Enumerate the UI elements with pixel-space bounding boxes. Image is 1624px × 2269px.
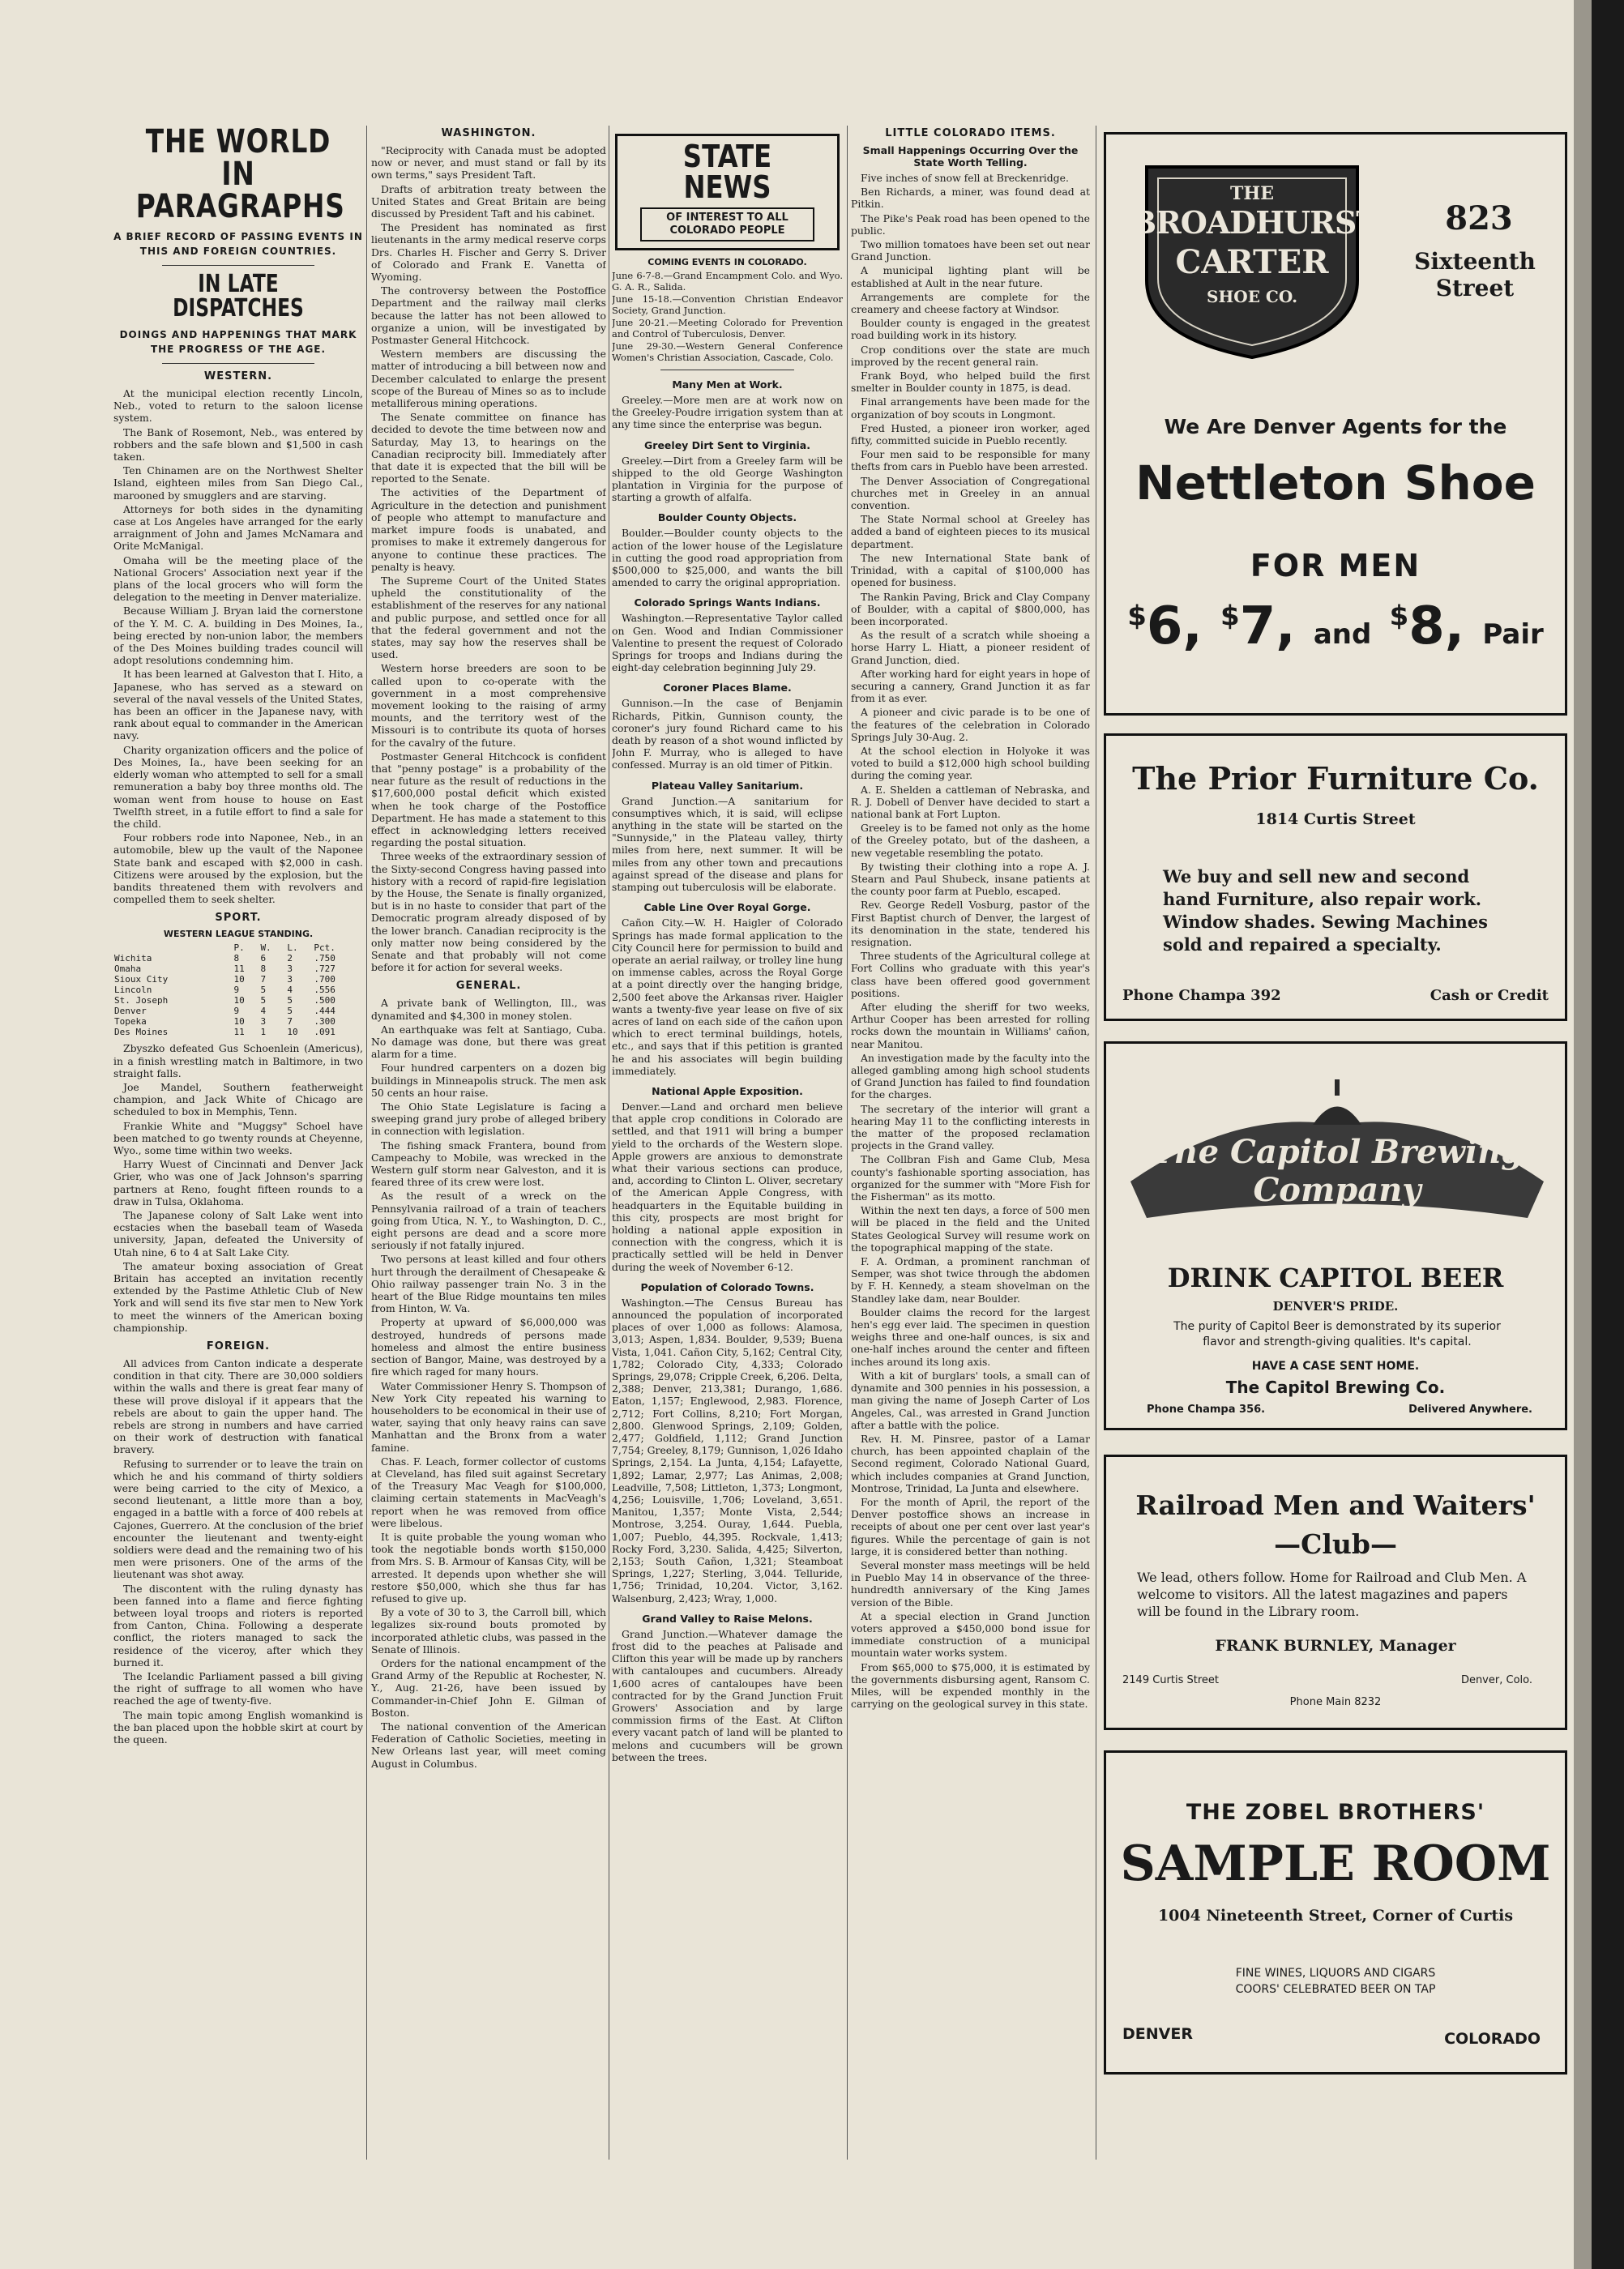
story-text: Greeley.—Dirt from a Greeley farm will be shipped to the old George Washington plantation in Virginia for the purpose of starting a growth of alfalfa. <box>612 454 843 504</box>
address-street: Sixteenth Street <box>1414 248 1536 301</box>
news-item: Water Commissioner Henry S. Thompson of New York City repeated his warning to householders to be economical in their use of water, saying that only heavy rains can save Manhattan and the Bronx from a water famine. <box>371 1379 606 1454</box>
divider <box>162 363 314 364</box>
column-washington <box>371 126 606 2168</box>
news-item: Crop conditions over the state are much improved by the recent general rain. <box>851 343 1090 368</box>
zobel-line2: COORS' CELEBRATED BEER ON TAP <box>1235 1983 1436 1996</box>
news-item: Two million tomatoes have been set out near Grand Junction. <box>851 238 1090 263</box>
news-item: Because William J. Bryan laid the cornerstone of the Y. M. C. A. building in Des Moines, Ia., being erected by non-union labor, the members of the Des Moines building trades council will adopt resolutions condemning him. <box>113 605 363 667</box>
news-item: The Rankin Paving, Brick and Clay Company of Boulder, with a capital of $800,000, has been incorporated. <box>851 590 1090 627</box>
rail-phone: Phone Main 8232 <box>1289 1696 1382 1708</box>
rail-body: We lead, others follow. Home for Railroad and Club Men. A welcome to visitors. All the latest magazines and papers will be found in the Library room. <box>1137 1570 1527 1619</box>
ad-prior-furniture <box>1104 733 1567 1021</box>
dollar-sign: $ <box>1389 600 1409 633</box>
table-row: Lincoln 9 5 4 .556 <box>114 985 335 996</box>
section-general: GENERAL. <box>455 980 522 993</box>
story-text: Cañon City.—W. H. Haigler of Colorado Springs has made formal application to the City Council here for permission to build and operate an aerial railway, or trolley line hung on immense cables, across the Royal Gorge at a point directly over the hanging bridge, 2,500 feet above the Arkansas river. Haigler wants a twenty-five year lease on five of six acres of land on each side of the cañon upon which to erect terminal buildings, hotels, etc., and says that if this petition is granted he and his associates will begin building immediately. <box>612 917 843 1077</box>
table-row: Topeka 10 3 7 .300 <box>114 1016 335 1028</box>
prior-phone: Phone Champa 392 <box>1122 987 1281 1004</box>
rail-street: 2149 Curtis Street <box>1122 1674 1219 1686</box>
rail-title-club: —Club— <box>1274 1528 1397 1560</box>
table-header-row: P. W. L. Pct. <box>233 942 335 954</box>
news-item: Postmaster General Hitchcock is confident that "penny postage" is a probability of the near future as the result of reductions in the $17,600,000 postal deficit which existed when he took charge of the Postoffice Department. He has made a statement to this effect in acknowledging letters received regarding the postal situation. <box>371 750 606 849</box>
column-little-colorado <box>851 126 1090 2168</box>
news-item: A municipal lighting plant will be established at Ault in the near future. <box>851 264 1090 289</box>
news-item: Boulder claims the record for the largest hen's egg ever laid. The specimen in question weighs three and one-half ounces, is six and one-half inches around the center and fifteen inches around its long axis. <box>851 1305 1090 1368</box>
news-item: Joe Mandel, Southern featherweight champion, and Jack White of Chicago are scheduled to box in Memphis, Tenn. <box>113 1080 363 1118</box>
news-item: All advices from Canton indicate a desperate condition in that city. There are 30,000 soldiers within the walls and there is great fear many of these will prove disloyal if it appears that the rebels are about to gain the upper hand. The rebels are strong in numbers and have carried on their work of destruction with fanatical bravery. <box>113 1357 363 1456</box>
prior-address: 1814 Curtis Street <box>1255 810 1416 828</box>
price-7: 7, <box>1239 596 1296 656</box>
capitol-company: The Capitol Brewing Co. <box>1225 1378 1446 1397</box>
story-heading: Grand Valley to Raise Melons. <box>642 1612 813 1625</box>
news-item: Frank Boyd, who helped build the first smelter in Boulder county in 1875, is dead. <box>851 370 1090 395</box>
news-item: As the result of a scratch while shoeing a horse Harry L. Hiatt, a pioneer resident of Grand Junction, died. <box>851 629 1090 666</box>
news-item: The Ohio State Legislature is facing a sweeping grand jury probe of alleged bribery in connection with legislation. <box>371 1100 606 1138</box>
agents-line: We Are Denver Agents for the <box>1164 415 1507 438</box>
story-text: Denver.—Land and orchard men believe that apple crop conditions in Colorado are settled, and that 1911 will bring a bumper yield to the orchards of the Western slope. Apple growers are anxious to demonstrate what their various sections can produce, and, according to Clinton L. Oliver, secretary of the American Apple Congress, with headquarters in the Equitable building in this city, prospects are most bright for holding a national apple exposition in connection with the congress, which it is practically settled will be held in Denver during the week of November 6-12. <box>612 1100 843 1273</box>
story-text: Washington.—The Census Bureau has announced the population of incorporated places of over 1,000 as follows: Alamosa, 3,013; Aspen, 1,834. Boulder, 9,539; Buena Vista, 1,041. Cañon City, 5,162; Central City, 1,782; Colorado City, 4,333; Colorado Springs, 29,078; Cripple Creek, 6,206. Delta, 2,388; Denver, 213,381; Durango, 1,686. Eaton, 1,157; Englewood, 2,983. Florence, 2,712; Fort Collins, 8,210; Fort Morgan, 2,800. Glenwood Springs, 2,109; Golden, 2,477; Goldfield, 1,112; Grand Junction 7,754; Greeley, 8,179; Gunnison, 1,026 Idaho Springs, 2,154. La Junta, 4,154; Lafayette, 1,892; Lamar, 2,977; Las Animas, 2,008; Leadville, 7,508; Littleton, 1,373; Longmont, 4,256; Louisville, 1,706; Loveland, 3,651. Manitou, 1,357; Monte Vista, 2,544; Montrose, 3,254. Ouray, 1,644. Puebla, 1,007; Pueblo, 44,395. Rockvale, 1,413; Rocky Ford, 3,230. Salida, 4,425; Silverton, 2,153; South Cañon, 1,321; Steamboat Springs, 1,227; Sterling, 3,044. Telluride, 1,756; Trinidad, 10,204. Victor, 3,162. Walsenburg, 2,423; Wray, 1,000. <box>612 1296 843 1605</box>
news-item: An investigation made by the faculty into the alleged gambling among high school students of Grand Junction has failed to find foundation for the charges. <box>851 1051 1090 1101</box>
column-rule <box>366 126 367 2160</box>
league-standings-table <box>113 942 363 1037</box>
news-item: Greeley is to be famed not only as the home of the Greeley potato, but of the dasheen, a new vegetable resembling the potato. <box>851 822 1090 859</box>
news-item: Rev. H. M. Pinsree, pastor of a Lamar church, has been appointed chaplain of the Second regiment, Colorado National Guard, which includes companies at Grand Junction, Montrose, Trinidad, La Junta and elsewhere. <box>851 1432 1090 1494</box>
news-item: Final arrangements have been made for the organization of boy scouts in Longmont. <box>851 395 1090 421</box>
table-row: Omaha 11 8 3 .727 <box>114 964 335 975</box>
story-heading: Colorado Springs Wants Indians. <box>634 596 821 609</box>
for-men: FOR MEN <box>1250 548 1421 583</box>
news-item: Harry Wuest of Cincinnati and Denver Jack Grier, who was one of Jack Johnson's sparring partners at Reno, fought fifteen rounds to a draw in Tulsa, Oklahoma. <box>113 1158 363 1207</box>
page-edge-shadow <box>1574 0 1592 2269</box>
story-heading: Many Men at Work. <box>672 378 783 391</box>
state-news-subtitle: OF INTEREST TO ALL COLORADO PEOPLE <box>640 207 814 241</box>
column-state-news <box>612 126 843 2168</box>
news-item: At a special election in Grand Junction voters approved a $450,000 bond issue for immediate construction of a municipal mountain water works system. <box>851 1609 1090 1660</box>
news-item: F. A. Ordman, a prominent ranchman of Semper, was shot twice through the abdomen by F. H. Kennedy, a steam shovelman on the Standley lake dam, near Boulder. <box>851 1255 1090 1305</box>
news-item: It has been learned at Galveston that I. Hito, a Japanese, who has served as a steward on several of the naval vessels of the United States, has been an officer in the Japanese navy, with rank about equal to commander in the American navy. <box>113 668 363 742</box>
logo-text-broadhurst: BROADHURST <box>1130 204 1378 241</box>
news-item: The activities of the Department of Agriculture in the detection and punishment of people who attempt to manufacture and market impure foods is unabated, and promises to make it extremely dangerous for anyone to continue these practices. The penalty is heavy. <box>371 486 606 573</box>
news-item: The discontent with the ruling dynasty has been fanned into a flame and fierce fighting between loyal troops and rioters is reported from Canton, China. Following a desperate conflict, the rioters managed to sack the residence of the viceroy, after which they burned it. <box>113 1582 363 1669</box>
news-item: The controversy between the Postoffice Department and the railway mail clerks because the latter has not been allowed to organize a union, will be investigated by Postmaster General Hitchcock. <box>371 284 606 347</box>
news-item: Four hundred carpenters on a dozen big buildings in Minneapolis struck. The men ask 50 cents an hour raise. <box>371 1062 606 1099</box>
price-8: 8, <box>1408 596 1465 656</box>
news-item: By a vote of 30 to 3, the Carroll bill, which legalizes six-round bouts promoted by incorporated athletic clubs, was passed in the Senate of Illinois. <box>371 1606 606 1656</box>
logo-text-the: THE <box>1230 183 1274 204</box>
news-item: The State Normal school at Greeley has added a band of eighteen pieces to its musical department. <box>851 513 1090 550</box>
shield-logo <box>1130 159 1378 361</box>
news-item: Two persons at least killed and four others hurt through the derailment of Chesapeake & Ohio railway passenger train No. 3 in the heart of the Blue Ridge mountains ten miles from Hinton, W. Va. <box>371 1253 606 1315</box>
zobel-title: THE ZOBEL BROTHERS' <box>1186 1800 1485 1825</box>
logo-text-carter: CARTER <box>1175 243 1329 281</box>
news-item: The Bank of Rosemont, Neb., was entered by robbers and the safe blown and $1,500 in cash taken. <box>113 425 363 464</box>
news-item: It is quite probable the young woman who took the negotiable bonds worth $150,000 from Mrs. S. B. Armour of Kansas City, will be arrested. It depends upon whether she will restore $50,000, which she thus far has refused to give up. <box>371 1530 606 1605</box>
news-item: Attorneys for both sides in the dynamiting case at Los Angeles have arranged for the early arraignment of John and James McNamara and Orite McManigal. <box>113 502 363 553</box>
story-heading: Plateau Valley Sanitarium. <box>651 779 804 792</box>
address-number: 823 <box>1445 199 1513 237</box>
news-item: The new International State bank of Trinidad, with a capital of $100,000 has opened for business. <box>851 551 1090 589</box>
news-item: Omaha will be the meeting place of the National Grocers' Association next year if the plans of the local grocers who will form the delegation to the meeting in Denver materialize. <box>113 553 363 604</box>
headline-world: THE WORLD IN <box>145 126 331 193</box>
news-item: Drafts of arbitration treaty between the United States and Great Britain are being discussed by President Taft and his cabinet. <box>371 182 606 220</box>
news-item: Boulder county is engaged in the greatest road building work in its history. <box>851 317 1090 342</box>
table-row: Des Moines 11 1 10 .091 <box>114 1027 335 1038</box>
news-item: At the municipal election recently Lincoln, Neb., voted to return to the saloon license system. <box>113 387 363 425</box>
news-item: After working hard for eight years in hope of securing a cannery, Grand Junction it as far from it as ever. <box>851 667 1090 705</box>
news-item: The national convention of the American Federation of Catholic Societies, meeting in New Orleans last year, will meet coming August in Columbus. <box>371 1720 606 1770</box>
rail-club: Club <box>1301 1528 1370 1560</box>
story-text: Gunnison.—In the case of Benjamin Richards, Pitkin, Gunnison county, the coroner's jury found Richard came to his death by reason of a shot wound inflicted by John F. Murray, who is alleged to have confessed. Murray is an old timer of Pitkin. <box>612 697 843 771</box>
price-and: and <box>1313 618 1372 651</box>
news-item: Western horse breeders are soon to be called upon to co-operate with the government in a most comprehensive movement looking to the raising of army mounts, and the territory west of the Missouri is to contribute its quota of horses for the cavalry of the future. <box>371 662 606 749</box>
news-item: Rev. George Redell Vosburg, pastor of the First Baptist church of Denver, the largest of its denomination in the state, tendered his resignation. <box>851 899 1090 948</box>
coming-events-title: COMING EVENTS IN COLORADO. <box>647 257 807 267</box>
news-item: By twisting their clothing into a rope A. J. Stearn and Paul Shubeck, insane patients at the county poor farm at Pueblo, escaped. <box>851 860 1090 898</box>
news-item: "Reciprocity with Canada must be adopted now or never, and must stand or fall by its own terms," says President Taft. <box>371 144 606 182</box>
capitol-logo <box>1122 1076 1552 1230</box>
news-item: Several monster mass meetings will be held in Pueblo May 14 in observance of the three-hundredth anniversary of the King James version of the Bible. <box>851 1558 1090 1609</box>
story-text: Washington.—Representative Taylor called on Gen. Wood and Indian Commissioner Valentine to present the request of Colorado Springs for troops and Indians during the eight-day celebration beginning July 29. <box>612 612 843 674</box>
ad-capitol-brewing <box>1104 1041 1567 1430</box>
news-item: Refusing to surrender or to leave the train on which he and his command of thirty soldiers were being carried to the city of Mexico, a second lieutenant, a little more than a boy, engaged in a battle with a force of 400 rebels at Cajones, Guerrero. At the conclusion of the brief encounter the lieutenant and twenty-eight soldiers were dead and the remaining two of his men were prisoners. One of the arms of the lieutenant was shot away. <box>113 1457 363 1581</box>
story-heading: Population of Colorado Towns. <box>640 1280 814 1293</box>
divider <box>162 265 314 266</box>
news-item: Five inches of snow fell at Breckenridge. <box>861 172 1069 184</box>
late-deck: DOINGS AND HAPPENINGS THAT MARK THE PROGRESS OF THE AGE. <box>119 329 357 355</box>
rail-city: Denver, Colo. <box>1460 1674 1532 1686</box>
capitol-delivered: Delivered Anywhere. <box>1408 1404 1532 1416</box>
news-item: The fishing smack Frantera, bound from Campeachy to Mobile, was wrecked in the Western gulf storm near Galveston, and it is feared three of its crew were lost. <box>371 1139 606 1189</box>
brand-nettleton: Nettleton Shoe <box>1135 455 1536 511</box>
logo-text-shoe-co: SHOE CO. <box>1206 287 1298 306</box>
event-item: June 20-21.—Meeting Colorado for Prevention and Control of Tuberculosis, Denver. <box>612 317 843 340</box>
news-item: From $65,000 to $75,000, it is estimated by the governments disbursing agent, Ransom C. Miles, will be expended monthly in the carrying on the geological survey in this state. <box>851 1660 1090 1711</box>
price-pair: Pair <box>1482 618 1544 651</box>
state-news-title: STATE NEWS <box>682 139 772 205</box>
state-news-masthead-box <box>615 134 840 250</box>
news-item: The Senate committee on finance has decided to devote the time between now and Saturday, May 13, to hearings on the Canadian reciprocity bill. Immediately after that date it is expected that the bill will be reported to the Senate. <box>371 411 606 485</box>
column-rule <box>847 126 848 2160</box>
news-item: Fred Husted, a pioneer iron worker, aged fifty, committed suicide in Pueblo recently. <box>851 421 1090 447</box>
section-little-colorado: LITTLE COLORADO ITEMS. <box>885 127 1056 139</box>
news-item: The amateur boxing association of Great Britain has accepted an invitation recently extended by the Pastime Athletic Club of New York and will send its five star men to New York to meet the winners of the American boxing championship. <box>113 1259 363 1334</box>
story-heading: National Apple Exposition. <box>652 1084 803 1097</box>
news-item: For the month of April, the report of the Denver postoffice shows an increase in receipts of about one per cent over last year's figures. While the percentage of gain is not large, it is considered better than nothing. <box>851 1495 1090 1558</box>
headline-paragraphs: PARAGRAPHS <box>135 188 345 225</box>
page-edge-dark <box>1592 0 1624 2269</box>
story-heading: Cable Line Over Royal Gorge. <box>643 901 811 914</box>
news-item: Arrangements are complete for the creamery and cheese factory at Windsor. <box>851 290 1090 316</box>
news-item: Ten Chinamen are on the Northwest Shelter Island, eighteen miles from San Diego Cal., marooned by smugglers and are starving. <box>113 464 363 502</box>
news-item: After eluding the sheriff for two weeks, Arthur Cooper has been arrested for rolling rocks down the mountain in Williams' cañon, near Manitou. <box>851 1001 1090 1050</box>
news-item: The Icelandic Parliament passed a bill giving the right of suffrage to all women who have reached the age of twenty-five. <box>113 1670 363 1707</box>
zobel-colorado: COLORADO <box>1444 2030 1541 2048</box>
ad-broadhurst-carter-shoe <box>1104 132 1567 716</box>
capitol-case: HAVE A CASE SENT HOME. <box>1251 1360 1420 1373</box>
news-item: The main topic among English womankind is the ban placed upon the hobble skirt at court by the queen. <box>113 1708 363 1746</box>
news-item: The President has nominated as first lieutenants in the army medical reserve corps Drs. Charles H. Fischer and Gerry S. Driver of Colorado and Frank E. Vanetta of Wyoming. <box>371 221 606 284</box>
column-world-news <box>113 126 363 2168</box>
prior-body: We buy and sell new and second hand Furniture, also repair work. Window shades. Sewing Machines sold and repaired a specialty. <box>1163 866 1488 955</box>
rail-manager: FRANK BURNLEY, Manager <box>1215 1637 1456 1655</box>
news-item: Property at upward of $6,000,000 was destroyed, hundreds of persons made homeless and almost the entire business section of Bangor, Maine, was destroyed by a fire which raged for many hours. <box>371 1316 606 1378</box>
news-item: As the result of a wreck on the Pennsylvania railroad of a train of teachers going from Utica, N. Y., to Washington, D. C., eight persons are dead and a score more seriously if not fatally injured. <box>371 1190 606 1252</box>
news-item: The Japanese colony of Salt Lake went into ecstacies when the baseball team of Waseda university, Japan, defeated the University of Utah nine, 6 to 4 at Salt Lake City. <box>113 1208 363 1258</box>
capitol-body: The purity of Capitol Beer is demonstrated by its superior flavor and strength-giving qualities. It's capital. <box>1173 1320 1501 1348</box>
news-item: The secretary of the interior will grant a hearing May 11 to the conflicting interests in the matter of the proposed reclamation projects in the Grand valley. <box>851 1102 1090 1152</box>
story-heading: Coroner Places Blame. <box>663 682 792 694</box>
story-text: Grand Junction.—Whatever damage the frost did to the peaches at Palisade and Clifton this year will be made up by ranchers with cantaloupes and cucumbers. Already 1,600 acres of cantaloupes have been contracted for by the Grand Junction Fruit Growers' Association and by large commission firms of the East. At Clifton every vacant patch of land will be planted to melons and cucumbers will be grown between the trees. <box>612 1627 843 1763</box>
price-6: 6, <box>1146 596 1203 656</box>
news-item: The Denver Association of Congregational churches met in Greeley in an annual convention. <box>851 474 1090 512</box>
prior-cash-credit: Cash or Credit <box>1430 987 1549 1004</box>
event-item: June 29-30.—Western General Conference Women's Christian Association, Cascade, Colo. <box>612 340 843 363</box>
dollar-sign: $ <box>1127 600 1147 633</box>
table-row: Wichita 8 6 2 .750 <box>114 953 335 964</box>
news-item: The Supreme Court of the United States upheld the constitutionality of the establishment of the reserves for any national and public purpose, and settled once for all that the federal government and not the states, may say how the reserves shall be used. <box>371 574 606 661</box>
headline-late-dispatches: IN LATE DISPATCHES <box>173 270 304 323</box>
news-item: Four robbers rode into Naponee, Neb., in an automobile, blew up the vault of the Naponee State bank and escaped with $2,000 in cash. Citizens were aroused by the explosion, but the bandits threatened them with revolvers and compelled them to seek shelter. <box>113 831 363 906</box>
news-item: Three students of the Agricultural college at Fort Collins who graduate with this year's class have been offered good government positions. <box>851 950 1090 999</box>
table-row: Sioux City 10 7 3 .700 <box>114 974 335 985</box>
news-item: Orders for the national encampment of the Grand Army of the Republic at Rochester, N. Y., Aug. 21-26, have been issued by Commander-in-Chief John E. Gilman of Boston. <box>371 1656 606 1719</box>
section-washington: WASHINGTON. <box>441 127 536 139</box>
news-item: A. E. Shelden a cattleman of Nebraska, and R. J. Dobell of Denver have decided to start a national bank at Fort Lupton. <box>851 783 1090 820</box>
story-text: Grand Junction.—A sanitarium for consumptives which, it is said, will eclipse anything in the state will be started on the "Sunnyside," in the Plateau valley, thirty miles from here, next summer. It will be miles from any other town and precautions against spread of the disease and plans for stamping out tuberculosis will be elaborate. <box>612 794 843 894</box>
zobel-line1: FINE WINES, LIQUORS AND CIGARS <box>1235 1967 1436 1980</box>
zobel-denver: DENVER <box>1122 2025 1193 2043</box>
news-item: Charity organization officers and the police of Des Moines, Ia., have been seeking for an elderly woman who attempted to sell for a small remuneration a baby boy three months old. The woman went from house to house on East Twelfth street, in a futile effort to find a sale for the child. <box>113 743 363 830</box>
news-item: Ben Richards, a miner, was found dead at Pitkin. <box>851 186 1090 211</box>
news-item: With a kit of burglars' tools, a small can of dynamite and 300 pennies in his possession, a man giving the name of Joseph Carter of Los Angeles, Cal., was arrested in Grand Junction after a battle with the police. <box>851 1369 1090 1431</box>
table-row: Denver 9 4 5 .444 <box>114 1006 335 1017</box>
rail-title: Railroad Men and Waiters' <box>1135 1489 1536 1521</box>
event-item: June 6-7-8.—Grand Encampment Colo. and Wyo. G. A. R., Salida. <box>612 270 843 293</box>
story-heading: Boulder County Objects. <box>657 511 797 524</box>
prior-name: The Prior Furniture Co. <box>1132 760 1539 797</box>
news-item: An earthquake was felt at Santiago, Cuba. No damage was done, but there was great alarm for a time. <box>371 1023 606 1061</box>
story-heading: Greeley Dirt Sent to Virginia. <box>644 438 810 451</box>
news-item: Three weeks of the extraordinary session of the Sixty-second Congress having passed into history with a record of rapid-fire legislation by the House, the Senate is finally organized, but is in no haste to consider that part of the Democratic program already disposed of by the lower branch. Canadian reciprocity is the only matter now being considered by the Senate and that probably will not come before it for action for several weeks. <box>371 850 606 974</box>
news-item: Zbyszko defeated Gus Schoenlein (Americus), in a finish wrestling match in Baltimore, in two straight falls. <box>113 1042 363 1079</box>
news-item: A pioneer and civic parade is to be one of the features of the celebration in Colorado Springs July 30-Aug. 2. <box>851 706 1090 743</box>
zobel-address: 1004 Nineteenth Street, Corner of Curtis <box>1157 1907 1514 1925</box>
news-item: A private bank of Wellington, Ill., was dynamited and $4,300 in money stolen. <box>371 997 606 1022</box>
section-deck: Small Happenings Occurring Over the State Worth Telling. <box>862 144 1079 169</box>
zobel-sample-room: SAMPLE ROOM <box>1120 1835 1551 1892</box>
headline-deck: A BRIEF RECORD OF PASSING EVENTS IN THIS AND FOREIGN COUNTRIES. <box>113 231 363 257</box>
table-row: St. Joseph 10 5 5 .500 <box>114 995 335 1006</box>
capitol-pride: DENVER'S PRIDE. <box>1272 1299 1399 1314</box>
price-line <box>1106 596 1565 656</box>
dollar-sign: $ <box>1220 600 1240 633</box>
story-text: Boulder.—Boulder county objects to the action of the lower house of the Legislature in cutting the good road appropriation from $500,000 to $25,000, and wants the bill amended to carry the original appropriation. <box>612 527 843 589</box>
league-title: WESTERN LEAGUE STANDING. <box>163 929 314 940</box>
capitol-headline: DRINK CAPITOL BEER <box>1167 1263 1504 1293</box>
section-sport: SPORT. <box>215 912 262 925</box>
capitol-logo-text: The Capitol Brewing Company <box>1150 1133 1524 1209</box>
story-text: Greeley.—More men are at work now on the Greeley-Poudre irrigation system than at any time since the enterprise was begun. <box>612 394 843 431</box>
ad-zobel-brothers <box>1104 1750 1567 2075</box>
news-item: Chas. F. Leach, former collector of customs at Cleveland, has filed suit against Secretary of the Treasury Mac Veagh for $100,000, claiming certain statements in MacVeagh's report when he was removed from office were libelous. <box>371 1455 606 1529</box>
news-item: Four men said to be responsible for many thefts from cars in Pueblo have been arrested. <box>851 448 1090 473</box>
section-western: WESTERN. <box>203 370 273 382</box>
ad-railroad-club <box>1104 1455 1567 1730</box>
news-item: Frankie White and "Muggsy" Schoel have been matched to go twenty rounds at Cheyenne, Wyo., some time within two weeks. <box>113 1119 363 1156</box>
news-item: Within the next ten days, a force of 500 men will be placed in the field and the United States Geological Survey will resume work on the topographical mapping of the state. <box>851 1204 1090 1254</box>
event-item: June 15-18.—Convention Christian Endeavor Society, Grand Junction. <box>612 293 843 316</box>
news-item: Western members are discussing the matter of introducing a bill between now and December calculated to enlarge the present scope of the Bureau of Mines so as to include metalliferous mining operations. <box>371 348 606 410</box>
news-item: The Collbran Fish and Game Club, Mesa county's fashionable sporting association, has organized for the summer with "More Fish for the Fisherman" as its motto. <box>851 1153 1090 1203</box>
news-item: At the school election in Holyoke it was voted to build a $12,000 high school building during the coming year. <box>851 744 1090 782</box>
news-item: The Pike's Peak road has been opened to the public. <box>851 212 1090 237</box>
section-foreign: FOREIGN. <box>206 1340 271 1352</box>
capitol-phone: Phone Champa 356. <box>1147 1404 1266 1416</box>
